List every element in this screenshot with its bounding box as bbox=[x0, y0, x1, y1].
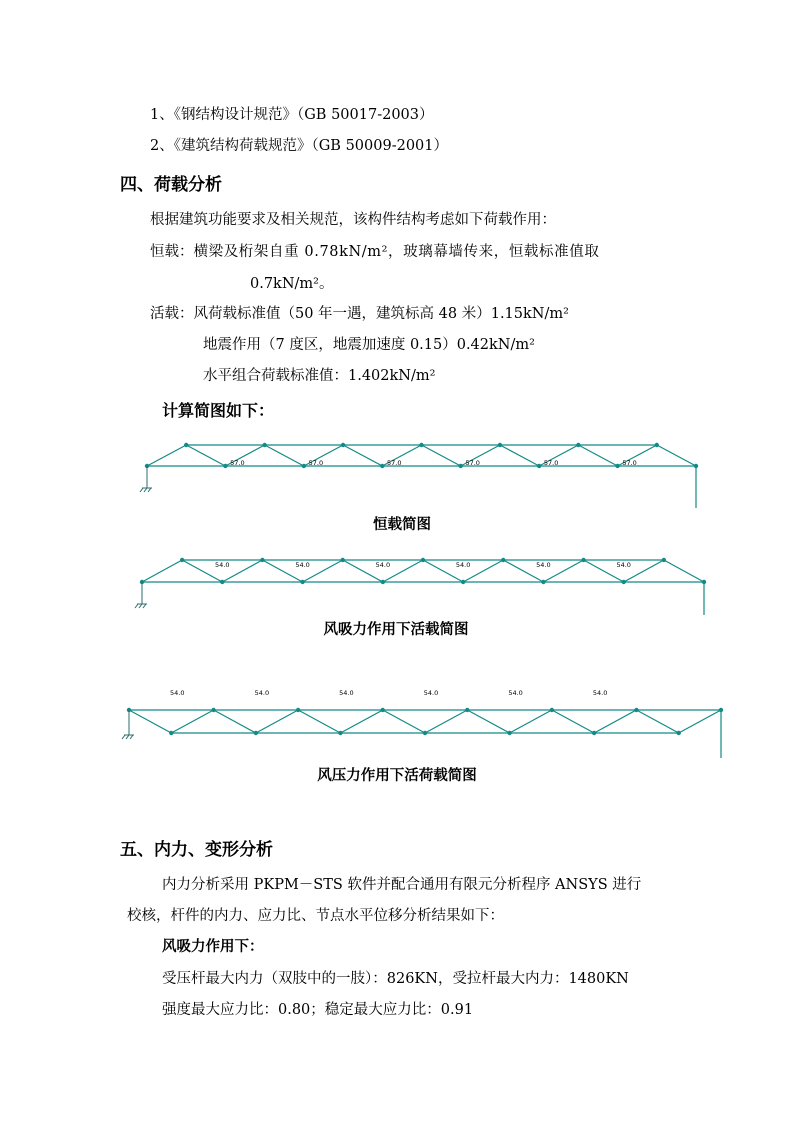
web-diagonal bbox=[510, 710, 552, 733]
web-diagonal bbox=[186, 445, 225, 466]
web-diagonal bbox=[171, 710, 213, 733]
web-diagonal bbox=[636, 710, 678, 733]
web-diagonal bbox=[265, 445, 304, 466]
dead-load-value: 0.7kN/m²。 bbox=[250, 276, 334, 292]
web-diagonal bbox=[552, 710, 594, 733]
truss-node bbox=[498, 443, 502, 447]
support-hatch bbox=[130, 735, 133, 739]
web-diagonal bbox=[657, 445, 696, 466]
load-value-label: 54.0 bbox=[170, 689, 185, 697]
wind-load-text: 风荷载标准值（50 年一遇，建筑标高 48 米）1.15kN/m² bbox=[193, 306, 569, 322]
dead-load-text: 横梁及桁架自重 0.78kN/m²，玻璃幕墙传来，恒载标准值取 bbox=[193, 244, 600, 260]
truss-node bbox=[211, 708, 215, 712]
web-diagonal bbox=[422, 445, 461, 466]
truss-node bbox=[537, 464, 541, 468]
truss-node bbox=[465, 708, 469, 712]
truss-node bbox=[461, 580, 465, 584]
web-diagonal bbox=[147, 445, 186, 466]
truss-node bbox=[419, 443, 423, 447]
load-value-label: 57.0 bbox=[543, 459, 559, 467]
truss-node bbox=[300, 580, 304, 584]
truss-node bbox=[380, 464, 384, 468]
truss-node bbox=[260, 558, 264, 562]
truss-node bbox=[262, 443, 266, 447]
web-diagonal bbox=[594, 710, 636, 733]
load-value-label: 54.0 bbox=[455, 561, 471, 569]
truss-node bbox=[507, 731, 511, 735]
support-hatch bbox=[144, 488, 147, 492]
truss-node bbox=[423, 731, 427, 735]
live-load-line bbox=[150, 302, 569, 323]
truss-node bbox=[220, 580, 224, 584]
dead-load-truss-diagram bbox=[0, 436, 794, 516]
load-value-label: 54.0 bbox=[592, 689, 608, 697]
load-value-label: 54.0 bbox=[215, 561, 230, 569]
load-value-label: 54.0 bbox=[254, 689, 270, 697]
load-value-label: 54.0 bbox=[339, 689, 354, 697]
load-value-label: 57.0 bbox=[230, 459, 245, 467]
truss-node bbox=[501, 558, 505, 562]
max-stress-ratios: 强度最大应力比：0.80；稳定最大应力比：0.91 bbox=[162, 1002, 474, 1018]
truss-node bbox=[254, 731, 258, 735]
truss-node bbox=[655, 443, 659, 447]
reference-1: 1、《钢结构设计规范》（GB 50017-2003） bbox=[150, 107, 434, 123]
wind-suction-subheading: 风吸力作用下： bbox=[162, 938, 264, 955]
truss-node bbox=[662, 558, 666, 562]
truss-node bbox=[592, 731, 596, 735]
load-value-label: 54.0 bbox=[536, 561, 551, 569]
truss-node bbox=[622, 580, 626, 584]
wind-pressure-diagram-caption: 风压力作用下活荷载简图 bbox=[317, 767, 477, 784]
truss-node bbox=[576, 443, 580, 447]
wind-pressure-truss-diagram bbox=[0, 680, 794, 770]
dead-load-diagram-caption: 恒载简图 bbox=[373, 516, 431, 533]
web-diagonal bbox=[664, 560, 704, 582]
support-hatch bbox=[139, 604, 142, 608]
truss-node bbox=[421, 558, 425, 562]
load-value-label: 54.0 bbox=[295, 561, 310, 569]
support-hatch bbox=[140, 488, 143, 492]
truss-node bbox=[541, 580, 545, 584]
web-diagonal bbox=[256, 710, 298, 733]
load-intro: 根据建筑功能要求及相关规范，该构件结构考虑如下荷载作用： bbox=[150, 212, 556, 228]
truss-node bbox=[184, 443, 188, 447]
live-load-label: 活载： bbox=[150, 306, 194, 322]
diagram-heading: 计算简图如下： bbox=[162, 401, 275, 420]
load-value-label: 57.0 bbox=[387, 459, 402, 467]
combined-load-text: 水平组合荷载标准值：1.402kN/m² bbox=[203, 368, 436, 384]
truss-node bbox=[459, 464, 463, 468]
web-diagonal bbox=[679, 710, 721, 733]
support-hatch bbox=[143, 604, 146, 608]
web-diagonal bbox=[578, 445, 617, 466]
load-value-label: 54.0 bbox=[375, 561, 391, 569]
load-value-label: 57.0 bbox=[465, 459, 480, 467]
seismic-load-text: 地震作用（7 度区，地震加速度 0.15）0.42kN/m² bbox=[203, 337, 535, 353]
web-diagonal bbox=[343, 445, 382, 466]
truss-node bbox=[550, 708, 554, 712]
web-diagonal bbox=[340, 710, 382, 733]
truss-node bbox=[341, 443, 345, 447]
web-diagonal bbox=[500, 445, 539, 466]
truss-node bbox=[634, 708, 638, 712]
section-4-heading: 四、荷载分析 bbox=[120, 175, 222, 195]
dead-load-label: 恒载： bbox=[150, 244, 194, 260]
load-value-label: 57.0 bbox=[622, 459, 637, 467]
max-member-forces: 受压杆最大内力（双肢中的一肢）：826KN，受拉杆最大内力：1480KN bbox=[162, 971, 629, 987]
web-diagonal bbox=[425, 710, 467, 733]
web-diagonal bbox=[214, 710, 256, 733]
analysis-paragraph-line-2: 校核，杆件的内力、应力比、节点水平位移分析结果如下： bbox=[127, 908, 504, 924]
truss-node bbox=[223, 464, 227, 468]
reference-2: 2、《建筑结构荷载规范》（GB 50009-2001） bbox=[150, 138, 448, 154]
web-diagonal bbox=[467, 710, 509, 733]
web-diagonal bbox=[298, 710, 340, 733]
truss-node bbox=[702, 580, 706, 584]
section-5-heading: 五、内力、变形分析 bbox=[120, 840, 273, 860]
truss-node bbox=[341, 558, 345, 562]
dead-load-line bbox=[150, 240, 599, 261]
truss-node bbox=[581, 558, 585, 562]
analysis-paragraph-line-1: 内力分析采用 PKPM－STS 软件并配合通用有限元分析程序 ANSYS 进行 bbox=[162, 877, 642, 893]
truss-node bbox=[302, 464, 306, 468]
load-value-label: 54.0 bbox=[508, 689, 523, 697]
truss-node bbox=[296, 708, 300, 712]
support-hatch bbox=[135, 604, 138, 608]
web-diagonal bbox=[129, 710, 171, 733]
truss-node bbox=[338, 731, 342, 735]
web-diagonal bbox=[142, 560, 182, 582]
truss-node bbox=[719, 708, 723, 712]
truss-node bbox=[381, 708, 385, 712]
web-diagonal bbox=[383, 710, 425, 733]
truss-node bbox=[180, 558, 184, 562]
truss-node bbox=[677, 731, 681, 735]
load-value-label: 54.0 bbox=[423, 689, 439, 697]
support-hatch bbox=[148, 488, 151, 492]
support-hatch bbox=[126, 735, 129, 739]
wind-suction-diagram-caption: 风吸力作用下活载简图 bbox=[323, 621, 469, 638]
truss-node bbox=[381, 580, 385, 584]
support-hatch bbox=[122, 735, 125, 739]
truss-node bbox=[694, 464, 698, 468]
load-value-label: 57.0 bbox=[308, 459, 324, 467]
load-value-label: 54.0 bbox=[616, 561, 631, 569]
truss-node bbox=[615, 464, 619, 468]
truss-node bbox=[169, 731, 173, 735]
